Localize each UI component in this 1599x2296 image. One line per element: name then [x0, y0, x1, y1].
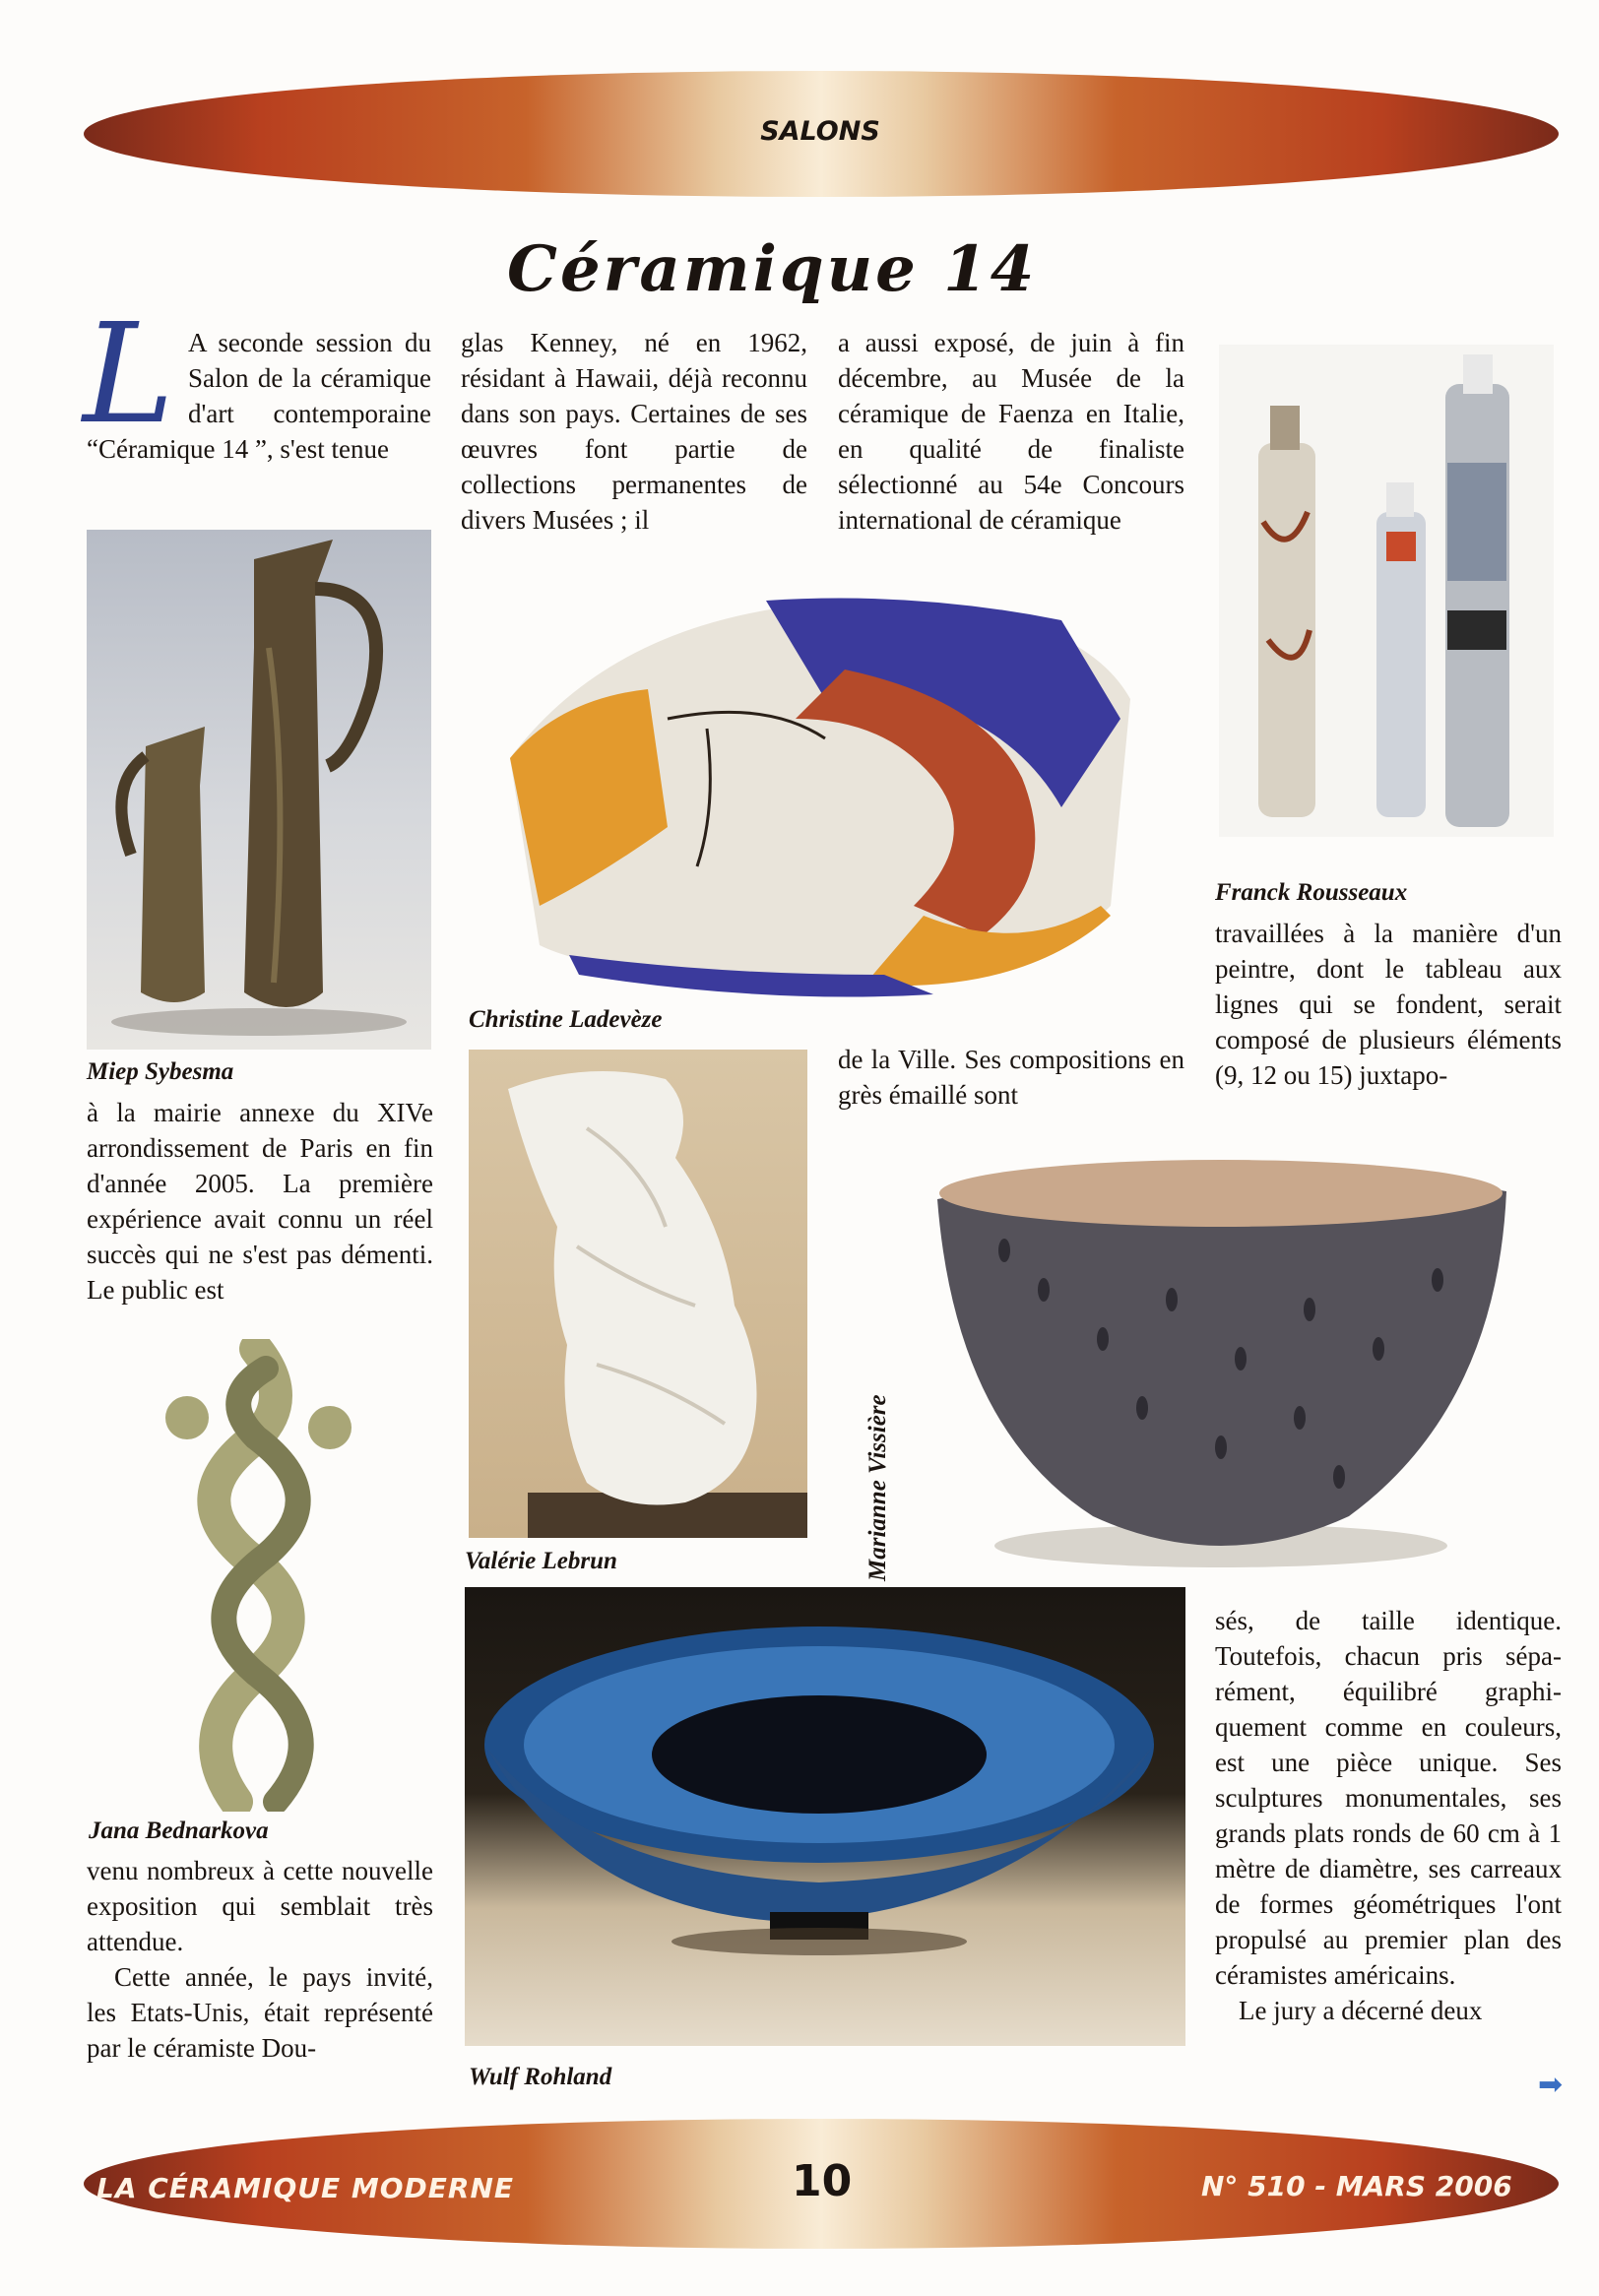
- caption-rousseaux: Franck Rousseaux: [1215, 879, 1408, 906]
- paragraph-end-b: Cette année, le pays invité, les Etats-Unis, était représenté par le céramiste Dou-: [87, 1962, 433, 2063]
- article-column-1-end: [87, 1853, 433, 2066]
- caption-lebrun: Valérie Lebrun: [465, 1548, 617, 1574]
- twisted-sculpture-illustration: [148, 1339, 364, 1812]
- continue-arrow-icon: ➡: [1538, 2068, 1564, 2102]
- article-column-1-middle: à la mairie annexe du XIVe arrondissement de Paris en fin d'année 2005. La première expérience avait connu un réel succès qui ne s'est pas démenti. Le public est: [87, 1098, 433, 1305]
- paragraph-4b: Le jury a décerné deux: [1239, 1996, 1483, 2025]
- photo-sybesma-jugs: [87, 530, 431, 1050]
- article-column-3-middle: de la Ville. Ses compositions en grès émaillé sont: [838, 1045, 1184, 1110]
- photo-bednarkova-sculpture: [148, 1339, 364, 1812]
- photo-rousseaux-bottles: [1219, 345, 1554, 837]
- photo-lebrun-sculpture: [469, 1050, 807, 1538]
- article-title: Céramique 14: [507, 232, 1038, 306]
- article-column-4-bottom: [1215, 1603, 1562, 2028]
- article-column-4-top: travaillées à la manière d'un peintre, dont le tableau aux lignes qui se fondent, serait composé de plusieurs éléments (9, 12 ou 15) juxtapo-: [1215, 919, 1562, 1090]
- caption-bednarkova: Jana Bednarkova: [89, 1818, 269, 1844]
- bottles-illustration: [1219, 345, 1554, 837]
- photo-rohland-bowl: [465, 1587, 1185, 2046]
- paragraph-4a: sés, de taille identique. Toutefois, chacun pris séparément, équilibré graphiquement comme en couleurs, est une pièce unique. Ses sculptures monumentales, ses grands plats ronds de 60 cm à 1 mètre de diamètre, ses carreaux de formes géométriques l'ont propulsé au premier plan des céramistes américains.: [1215, 1606, 1562, 1990]
- article-column-1-intro: [83, 294, 431, 467]
- caption-vissiere: Marianne Vissière: [864, 1394, 891, 1581]
- page-number: 10: [792, 2156, 853, 2206]
- jugs-illustration: [87, 530, 431, 1050]
- drop-cap: L: [83, 294, 174, 455]
- magazine-name: LA CÉRAMIQUE MODERNE: [96, 2172, 515, 2204]
- section-label: SALONS: [760, 116, 880, 147]
- intro-text: A seconde session du Salon de la céramique d'art contemporaine “Céramique 14 ”, s'est tenue: [87, 328, 431, 464]
- caption-ladeveze: Christine Ladevèze: [469, 1006, 663, 1033]
- plate-illustration: [471, 581, 1160, 1014]
- article-column-2-top: glas Kenney, né en 1962, résidant à Hawaii, déjà reconnu dans son pays. Certaines de ses œuvres font partie de collections permanentes de divers Musées ; il: [461, 328, 807, 535]
- sculpture-illustration: [469, 1050, 807, 1538]
- issue-info: N° 510 - MARS 2006: [1201, 2170, 1512, 2202]
- photo-ladeveze-plate: [471, 581, 1160, 1014]
- paragraph-end-a: venu nombreux à cette nouvelle exposition qui semblait très attendue.: [87, 1856, 433, 1956]
- caption-sybesma: Miep Sybesma: [87, 1058, 234, 1085]
- article-column-3-top: [838, 325, 1184, 538]
- blue-bowl-illustration: [465, 1587, 1185, 2046]
- column-3-text: a aussi exposé, de juin à fin décembre, au Musée de la céramique de Faenza en Italie, en qualité de finaliste sélectionné au 54e Concours international de céramique: [838, 328, 1184, 535]
- caption-rohland: Wulf Rohland: [469, 2064, 612, 2090]
- photo-vissiere-bowl: [926, 1152, 1516, 1585]
- bowl-illustration: [926, 1152, 1516, 1585]
